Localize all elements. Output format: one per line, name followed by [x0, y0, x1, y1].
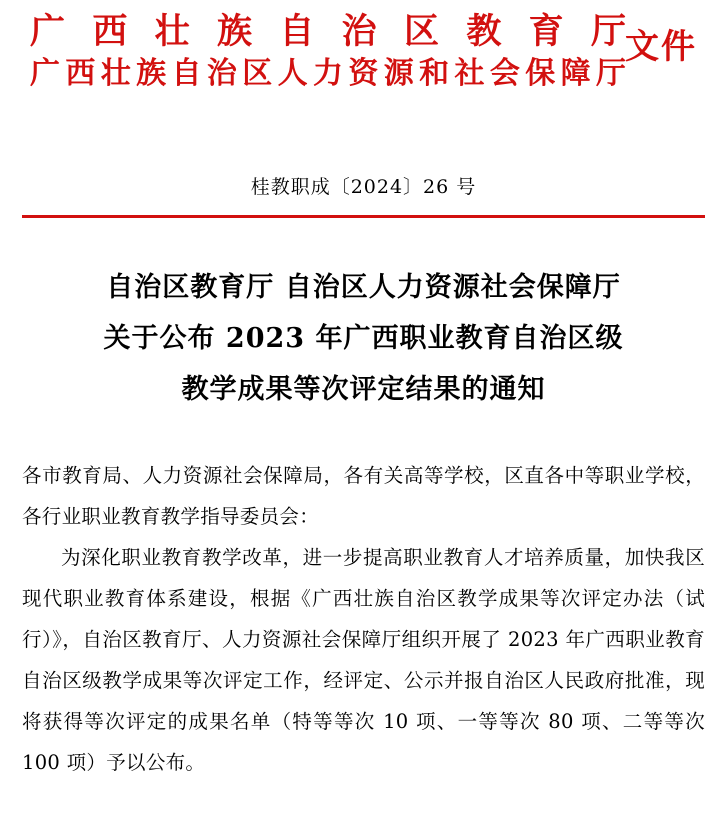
- document-body: [22, 455, 705, 783]
- letterhead-document-word: 文件: [625, 27, 697, 67]
- document-number: 桂教职成〔2024〕26 号: [250, 176, 477, 198]
- red-divider-rule: [22, 215, 705, 218]
- page-title-line-1: 自治区教育厅 自治区人力资源社会保障厅: [106, 272, 621, 303]
- page-title: [22, 262, 705, 415]
- body-addressee: 各市教育局、人力资源社会保障局，各有关高等学校，区直各中等职业学校，各行业职业教育教学指导委员会：: [22, 464, 705, 528]
- page-title-line-2: 关于公布 2023 年广西职业教育自治区级: [103, 323, 624, 354]
- body-paragraph-1: 为深化职业教育教学改革，进一步提高职业教育人才培养质量，加快我区现代职业教育体系建设，根据《广西壮族自治区教学成果等次评定办法（试行）》，自治区教育厅、人力资源社会保障厅组织开展了 2023 年广西职业教育自治区级教学成果等次评定工作，经评定、公示并报自治区人民政府批准，现将获得等次评定的成果名单（特等等次 10 项、一等等次 80 项、二等等次 100 项）予以公布。: [22, 546, 705, 774]
- letterhead-line-1: 广西壮族自治区教育厅: [30, 11, 626, 52]
- letterhead-line-2: 广西壮族自治区人力资源和社会保障厅: [30, 56, 626, 91]
- letterhead: [22, 0, 705, 122]
- page-title-line-3: 教学成果等次评定结果的通知: [181, 374, 546, 405]
- letterhead-agency-names: [30, 10, 626, 94]
